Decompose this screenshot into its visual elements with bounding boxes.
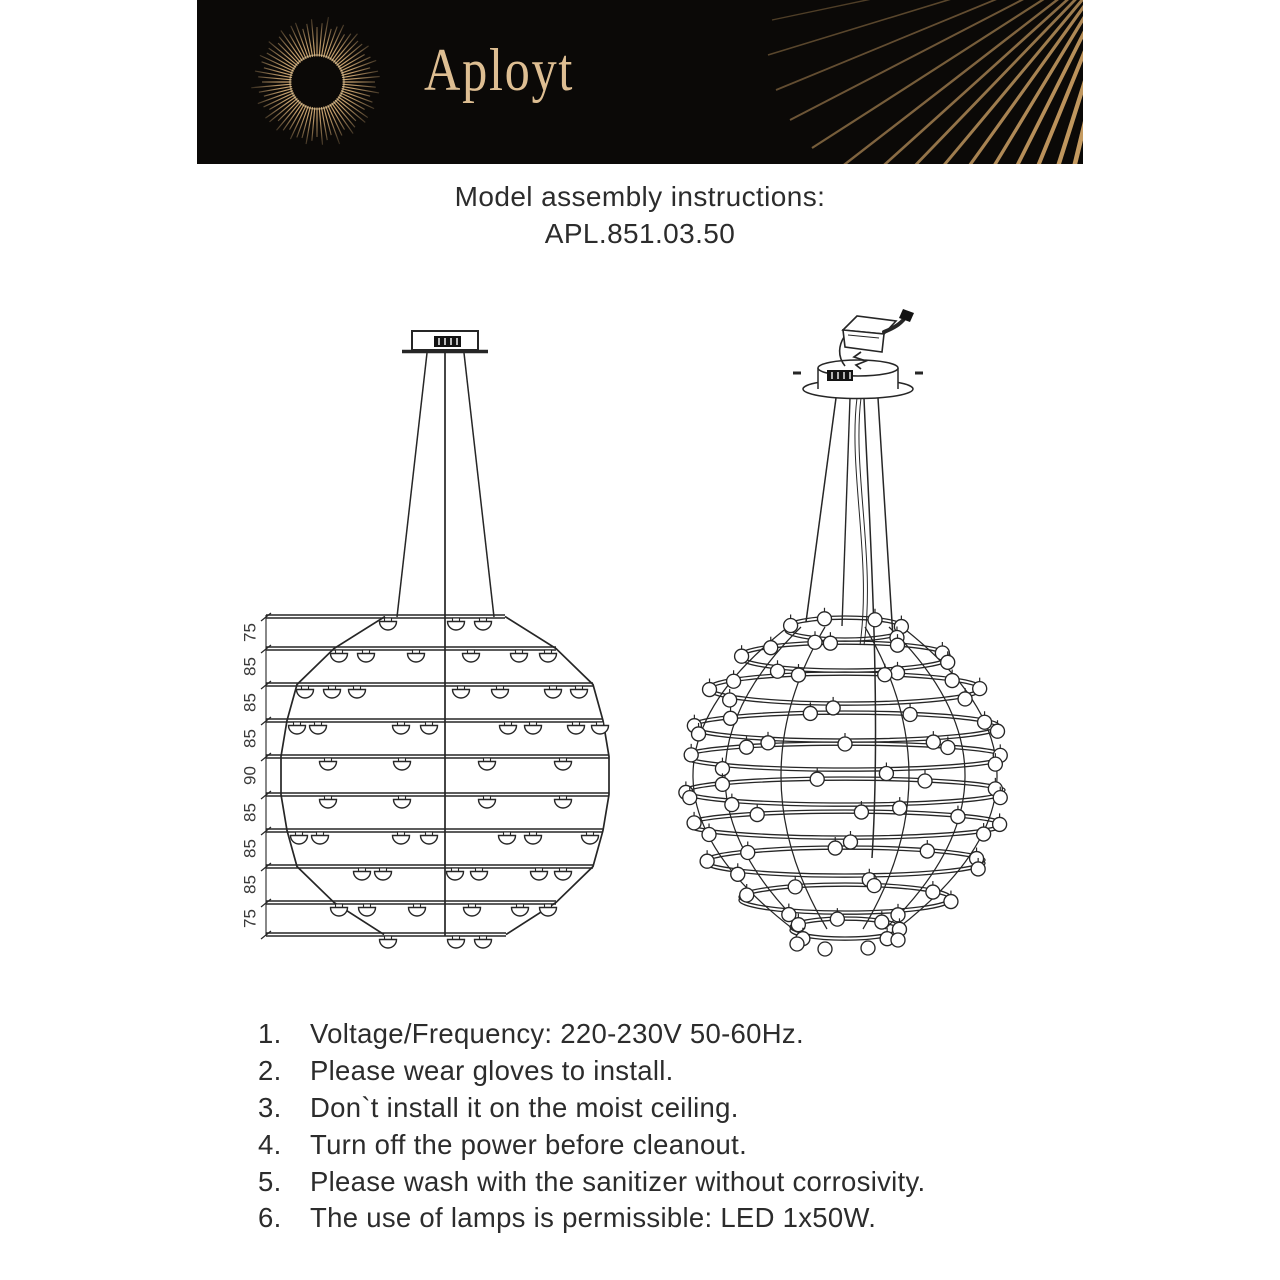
item-number: 3. — [258, 1091, 282, 1123]
ceiling-canopy-front — [402, 331, 488, 352]
item-number: 4. — [258, 1128, 282, 1160]
dimension-label: 75 — [240, 623, 260, 642]
dimension-label: 85 — [240, 657, 260, 676]
dimension-label: 75 — [240, 909, 260, 928]
corner-rays-decoration — [768, 0, 1083, 164]
banner-decoration — [197, 0, 1083, 164]
brand-banner — [197, 0, 1083, 164]
assembly-drawings — [220, 300, 1080, 970]
dimension-label: 85 — [240, 729, 260, 748]
list-item — [258, 1016, 1138, 1053]
dimension-label: 90 — [240, 766, 260, 785]
dimension-label: 85 — [240, 693, 260, 712]
list-item — [258, 1126, 1138, 1163]
instruction-list — [258, 1016, 1138, 1237]
dimension-label: 85 — [240, 803, 260, 822]
item-text: Voltage/Frequency: 220-230V 50-60Hz. — [310, 1018, 804, 1050]
dimension-label: 85 — [240, 875, 260, 894]
model-code: APL.851.03.50 — [544, 218, 736, 249]
dimension-labels — [240, 623, 259, 928]
front-view-drawing — [240, 331, 609, 948]
item-text: Please wash with the sanitizer without corrosivity. — [310, 1165, 926, 1197]
list-item — [258, 1163, 1138, 1200]
sunburst-logo — [247, 12, 387, 152]
title-block — [0, 178, 1280, 252]
list-item — [258, 1200, 1138, 1237]
item-text: Turn off the power before cleanout. — [310, 1128, 748, 1160]
item-number: 2. — [258, 1055, 282, 1087]
item-number: 1. — [258, 1018, 282, 1050]
list-item — [258, 1090, 1138, 1127]
brand-wordmark: Aployt — [424, 37, 575, 103]
item-number: 5. — [258, 1165, 282, 1197]
item-text: The use of lamps is permissible: LED 1x50W. — [310, 1202, 877, 1234]
item-text: Don`t install it on the moist ceiling. — [310, 1091, 739, 1123]
page-title: Model assembly instructions: — [454, 181, 826, 212]
list-item — [258, 1053, 1138, 1090]
item-text: Please wear gloves to install. — [310, 1055, 674, 1087]
perspective-view-drawing — [679, 309, 1007, 956]
dimension-label: 85 — [240, 839, 260, 858]
item-number: 6. — [258, 1202, 282, 1234]
